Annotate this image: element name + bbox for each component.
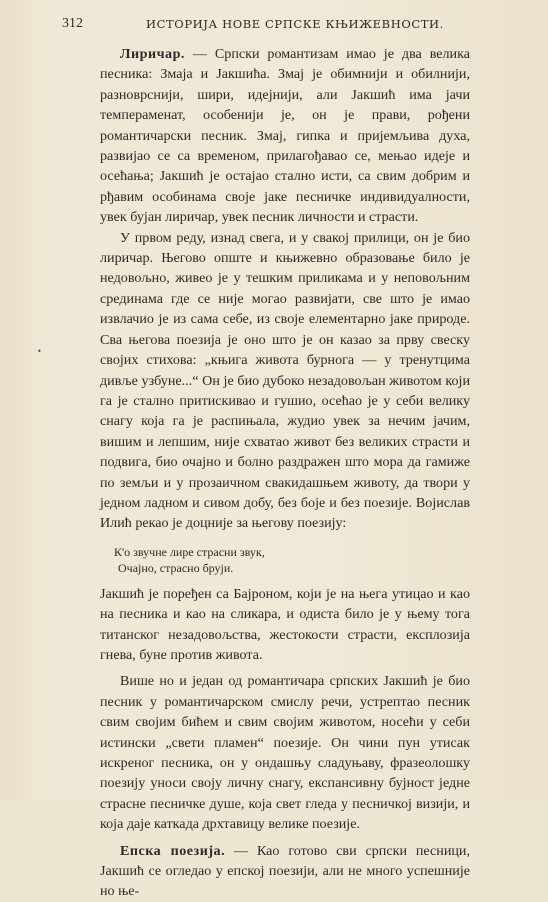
section-heading-epic: Епска поезија. (120, 842, 226, 859)
paragraph-epic-text: — Као готово сви српски песници, Јакшић се огледао у епској поезији, али не много успешније но ње- (100, 842, 470, 900)
page-body (100, 44, 470, 902)
section-heading-lyric: Лиричар. (120, 46, 185, 62)
paragraph-2: У првом реду, изнад свега, и у свакој прилици, он је био лиричар. Његово опште и књижевно образовање било је недовољно, живео је у тешким приликама и у неповољним срединама где се није могао развијати, све што је имао извлачио је из сама себе, из своје елементарно јаке природе. Сва његова поезија је оно што је он казао за прву свеску својих стихова: „књига живота бурнога — у тренутцима дивље узбуне...“ Он је био дубоко незадовољан животом који га је стално притискивао и гушио, осећао је у себи велику снагу која га је распињала, жудио увек за нечим јачим, вишим и лепшим, није схватао живот без великих страсти и подвига, био очајно и болно раздражен што мора да гамиже по земљи и у прозаичном свакидашњем животу, да твори у једном ладном и сивом добу, без боје и без поезије. Војислав Илић рекао је доцније за његову поезију: (100, 229, 470, 532)
quote-line-1: К'о звучне лире страсни звук, (114, 544, 265, 559)
page-number: 312 (62, 16, 83, 31)
paragraph-lyric (100, 44, 470, 228)
running-title: ИСТОРИЈА НОВЕ СРПСКЕ КЊИЖЕВНОСТИ. (146, 17, 444, 31)
paragraph-4: Више но и један од романтичара српских Јакшић је био песник у романтичарском смислу речи, устрептао песник свим својим бићем и свим својим животом, носећи у себи истински „свети пламен“ поезије. Он чини пун утисак искреног песника, он у ондашњу сладуњаву, фразеолошку поезију уноси своју личну снагу, експансивну бујност једне страсне песничке душе, која свет гледа у песничкој визији, и која даје каткада дрхтавицу велике поезије. (100, 673, 470, 833)
paragraph-epic (100, 841, 470, 902)
poem-quote (114, 544, 470, 576)
margin-mark: • (37, 347, 42, 356)
page-header (62, 16, 478, 36)
quote-line-2: Очајно, страсно бруји. (118, 560, 234, 575)
paragraph-3: Јакшић је поређен са Бајроном, који је на њега утицао и као на песника и као на сликара, и одиста било је у њему тога титанског незадовољства, жестокости страсти, експлозија гнева, буне против живота. (100, 585, 470, 663)
paragraph-lyric-text: — Српски романтизам имао је два велика песника: Змаја и Јакшића. Змај је обимнији и обилнији, разноврснији, шири, идејнији, али Јакшић има јачи темпераменат, особенији је, он је прави, рођени романтичарски песник. Змај, гипка и пријемљива духа, развијао се са временом, прилагођавао се, мењао идеје и осећања; Јакшић је остајао стално исти, са свим добрим и рђавим особинама своје јаке песничке индивидуалности, увек бујан лиричар, увек песник личности и страсти. (100, 46, 470, 226)
